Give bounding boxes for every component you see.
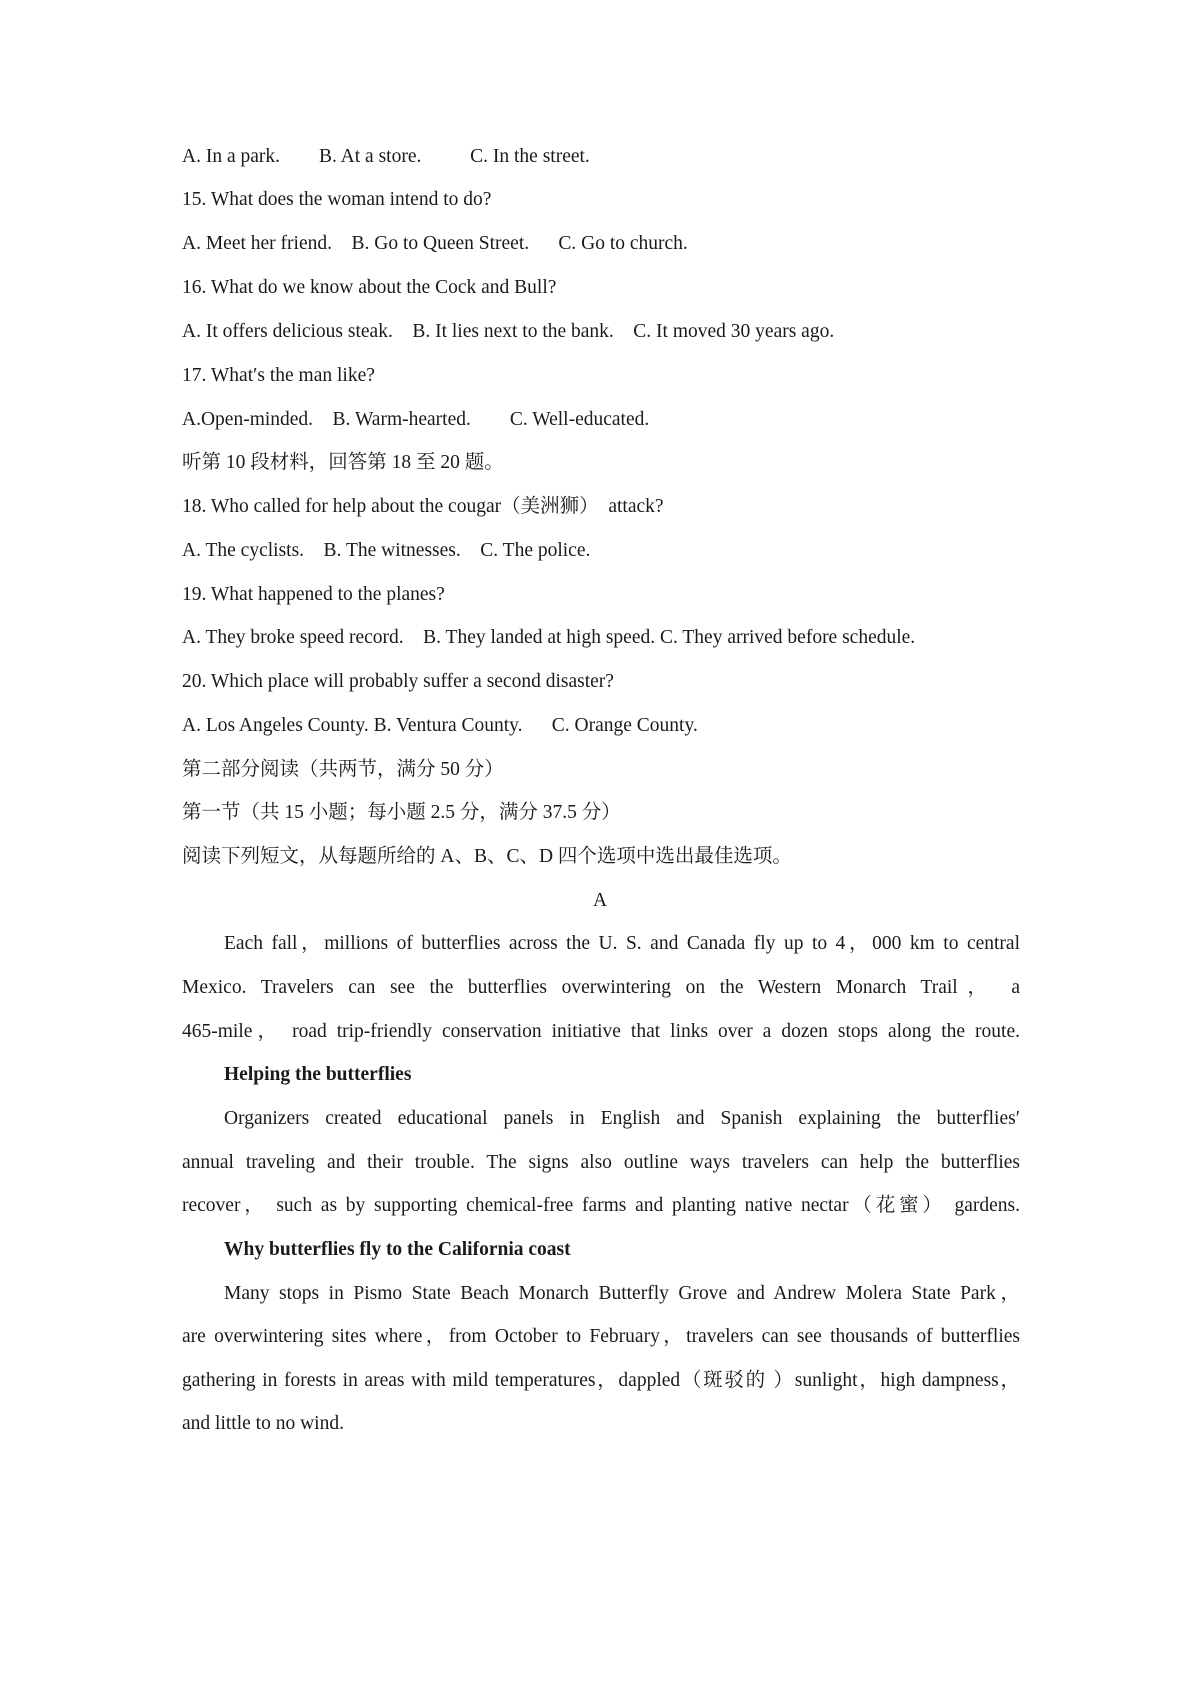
- paragraph-2-line-1: Organizers created educational panels in English and Spanish explaining the butterflies′: [224, 1108, 1020, 1129]
- paragraph-3-line-3: gathering in forests in areas with mild temperatures，dappled（斑驳的 ）sunlight，high dampness，: [182, 1370, 1020, 1391]
- section-heading-helping: Helping the butterflies: [224, 1064, 412, 1085]
- answer-options-17: A.Open-minded. B. Warm-hearted. C. Well-educated.: [182, 409, 650, 430]
- answer-options-15: A. Meet her friend. B. Go to Queen Street. C. Go to church.: [182, 233, 688, 254]
- paragraph-2-line-2: annual traveling and their trouble. The signs also outline ways travelers can help the butterflies: [182, 1152, 1020, 1173]
- question-20: 20. Which place will probably suffer a second disaster?: [182, 671, 614, 692]
- paragraph-3-line-4: and little to no wind.: [182, 1413, 344, 1434]
- part-two-heading: 第二部分阅读（共两节，满分 50 分）: [182, 759, 504, 780]
- section-instruction-10: 听第 10 段材料，回答第 18 至 20 题。: [182, 452, 504, 473]
- passage-label: A: [592, 890, 608, 911]
- answer-options-16: A. It offers delicious steak. B. It lies next to the bank. C. It moved 30 years ago.: [182, 321, 835, 342]
- answer-options-19: A. They broke speed record. B. They landed at high speed. C. They arrived before schedule.: [182, 627, 916, 648]
- paragraph-1-line-1: Each fall，millions of butterflies across the U. S. and Canada fly up to 4，000 km to central: [224, 933, 1020, 954]
- paragraph-1-line-2: Mexico. Travelers can see the butterflies overwintering on the Western Monarch Trail， a: [182, 977, 1020, 998]
- paragraph-2-line-3: recover， such as by supporting chemical-free farms and planting native nectar（花蜜） gardens.: [182, 1195, 1020, 1216]
- answer-options-14: A. In a park. B. At a store. C. In the street.: [182, 146, 590, 167]
- answer-options-20: A. Los Angeles County. B. Ventura County. C. Orange County.: [182, 715, 698, 736]
- question-19: 19. What happened to the planes?: [182, 584, 445, 605]
- question-15: 15. What does the woman intend to do?: [182, 189, 492, 210]
- answer-options-18: A. The cyclists. B. The witnesses. C. The police.: [182, 540, 591, 561]
- question-16: 16. What do we know about the Cock and Bull?: [182, 277, 557, 298]
- reading-instruction: 阅读下列短文，从每题所给的 A、B、C、D 四个选项中选出最佳选项。: [182, 846, 792, 867]
- paragraph-3-line-1: Many stops in Pismo State Beach Monarch Butterfly Grove and Andrew Molera State Park，: [224, 1283, 1020, 1304]
- paragraph-1-line-3: 465-mile， road trip-friendly conservation initiative that links over a dozen stops along the route.: [182, 1021, 1020, 1042]
- question-17: 17. What′s the man like?: [182, 365, 375, 386]
- section-heading-why: Why butterflies fly to the California coast: [224, 1239, 571, 1260]
- paragraph-3-line-2: are overwintering sites where，from October to February，travelers can see thousands of butterflies: [182, 1326, 1020, 1347]
- section-one-heading: 第一节（共 15 小题；每小题 2.5 分，满分 37.5 分）: [182, 802, 621, 823]
- question-18: 18. Who called for help about the cougar（美洲狮） attack?: [182, 496, 664, 517]
